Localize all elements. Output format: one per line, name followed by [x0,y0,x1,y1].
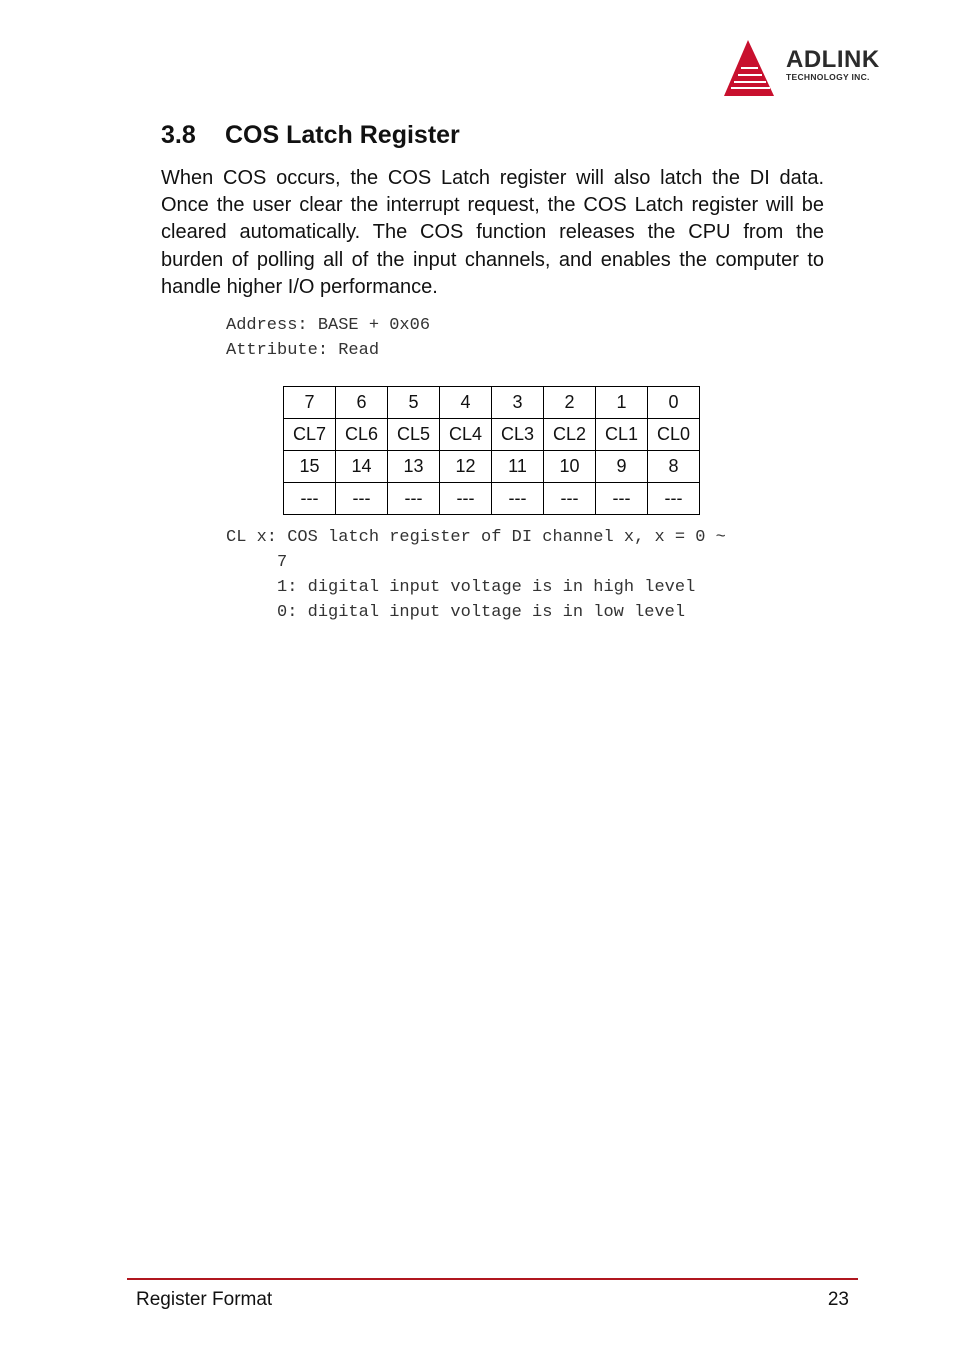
register-cell: CL7 [284,419,336,451]
register-cell: 11 [492,451,544,483]
register-cell: --- [336,483,388,515]
register-cell: --- [284,483,336,515]
section-number: 3.8 [161,121,196,149]
logo-subtitle: TECHNOLOGY INC. [786,72,870,82]
register-cell: CL3 [492,419,544,451]
register-note-line: 7 [226,553,288,572]
register-cell: --- [440,483,492,515]
register-bit-table [283,386,700,515]
page-number: 23 [827,1289,849,1310]
register-cell: 2 [544,387,596,419]
register-note-line: 1: digital input voltage is in high level [226,578,696,597]
register-cell: 8 [648,451,700,483]
register-cell: CL0 [648,419,700,451]
adlink-triangle-icon [722,38,782,98]
register-cell: CL2 [544,419,596,451]
register-cell: 12 [440,451,492,483]
register-cell: 5 [388,387,440,419]
register-cell: CL1 [596,419,648,451]
section-heading [161,121,460,150]
register-cell: 13 [388,451,440,483]
register-cell: 15 [284,451,336,483]
register-row [284,483,700,515]
register-cell: --- [544,483,596,515]
register-note-line: CL x: COS latch register of DI channel x, x = 0 ~ [226,528,726,547]
section-paragraph: When COS occurs, the COS Latch register will also latch the DI data. Once the user clear the interrupt request, the COS Latch register will be cleared automatically. The COS function releases the CPU from the burden of polling all of the input channels, and enables the computer to handle higher I/O performance. [161,167,824,298]
register-cell: 1 [596,387,648,419]
adlink-logo [722,38,912,100]
section-title: COS Latch Register [225,121,460,149]
register-note-line: 0: digital input voltage is in low level [226,603,686,622]
register-cell: --- [648,483,700,515]
register-cell: 7 [284,387,336,419]
register-row [284,387,700,419]
register-attribute: Attribute: Read [226,341,380,360]
register-cell: 10 [544,451,596,483]
logo-wordmark: ADLINK [786,46,880,73]
register-cell: 4 [440,387,492,419]
register-address: Address: BASE + 0x06 [226,316,431,335]
register-cell: CL5 [388,419,440,451]
footer-divider [127,1278,858,1280]
footer-section-name: Register Format [136,1289,273,1310]
register-row [284,451,700,483]
register-cell: CL6 [336,419,388,451]
register-cell: 14 [336,451,388,483]
register-cell: 9 [596,451,648,483]
register-cell: 6 [336,387,388,419]
register-cell: --- [492,483,544,515]
register-cell: CL4 [440,419,492,451]
register-row [284,419,700,451]
register-cell: --- [596,483,648,515]
register-cell: --- [388,483,440,515]
register-cell: 3 [492,387,544,419]
register-cell: 0 [648,387,700,419]
